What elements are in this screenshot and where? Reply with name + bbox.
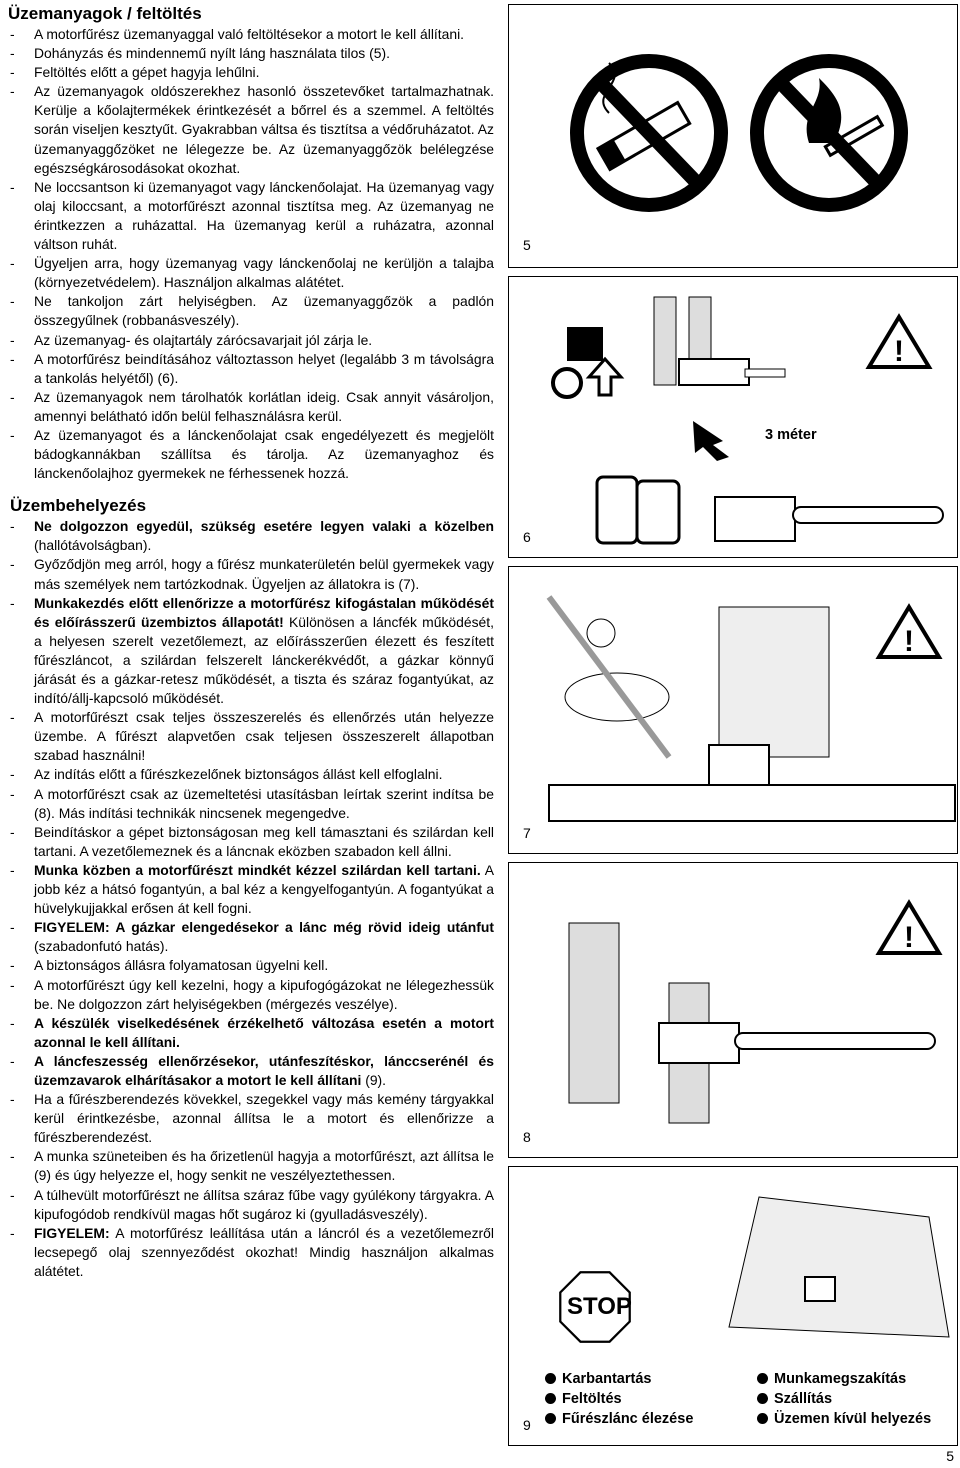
- list-item: - Ne loccsantson ki üzemanyagot vagy lánckenőolajat. Ha üzemanyag vagy olaj kiloccsant, a motorfűrészt azonnal tisztítsa meg. Az üzemanyag ne érintkezzen a ruházattal. Ha üzemanyag kerül a ruházatra, azonnal váltson ruhát.: [8, 178, 494, 254]
- list-item: [8, 976, 494, 1014]
- body-text: A motorfűrészt úgy kell kezelni, hogy a kipufogógázokat ne lélegezhessük be. Ne dolgozzon zárt helyiségekben (mérgezés veszélye).: [34, 976, 494, 1012]
- list-item: [8, 1186, 494, 1224]
- body-text: (hallótávolságban).: [34, 537, 152, 554]
- list-item: - Feltöltés előtt a gépet hagyja lehűlni.: [8, 63, 494, 82]
- bullet-icon: [757, 1413, 768, 1424]
- bold-text: Munkakezdés előtt ellenőrizze a motorfűrész kifogástalan működését és előírásszerű üzembiztos állapotát!: [34, 594, 494, 630]
- list-item: [8, 708, 494, 765]
- bullet-icon: [545, 1373, 556, 1384]
- bold-text: A láncfeszesség ellenőrzésekor, utánfeszítéskor, lánccserénél és üzemzavarok elhárításakor a motort le kell állítani: [34, 1052, 494, 1088]
- list-item: - Ügyeljen arra, hogy üzemanyag vagy lánckenőolaj ne kerüljön a talajba (környezetvédelem). Használjon alkalmas alátétet.: [8, 254, 494, 292]
- fuel-pump-hand-icon: [567, 327, 603, 361]
- body-text: Különösen a láncfék működését, a helyesen szerelt vezetőlemezt, az előírásszerűen élezett és feszített fűrészláncot, a szilárdan felszerelt lánckerékvédőt, a gázkar könnyű járását és a gázkar-retesz működését, a tiszta és száraz fogantyúkat, az indító/állj-kapcsoló működését.: [34, 613, 494, 707]
- list-item: [8, 785, 494, 823]
- figure-7-number: 7: [523, 825, 531, 841]
- no-smoking-icon: [577, 61, 721, 205]
- operator-with-saw: [709, 607, 829, 785]
- bold-text: Munka közben a motorfűrészt mindkét kézzel szilárdan kell tartani.: [34, 861, 481, 878]
- switch-icon: [805, 1277, 835, 1301]
- list-item: [8, 861, 494, 918]
- list-item: [8, 517, 494, 555]
- list-item: - Az üzemanyagot és a lánckenőolajat csak engedélyezett és megjelölt bádogkannákban szállítsa és tárolja. Az üzemanyaghoz és lánckenőolajhoz gyermekek ne férhessenek hozzá.: [8, 426, 494, 483]
- svg-text:!: !: [904, 921, 914, 954]
- bullet-icon: [757, 1373, 768, 1384]
- list-item: [8, 823, 494, 861]
- body-text: A jobb kéz a hátsó fogantyún, a bal kéz a kengyelfogantyún. A fogantyúkat a hüvelykujjakkal erősen át kell fogni.: [34, 861, 494, 917]
- list-item: [8, 1224, 494, 1281]
- body-text: Az indítás előtt a fűrészkezelőnek biztonságos állást kell elfoglalni.: [34, 766, 443, 783]
- section-title-startup: Üzembehelyezés: [10, 496, 147, 516]
- distance-label: 3 méter: [765, 427, 817, 443]
- list-item: [8, 555, 494, 593]
- body-text: A motorfűrész leállítása után a láncról és a vezetőlemezről lecsepegő olaj szennyeződést okozhat! Mindig használjon alkalmas alátétet.: [34, 1224, 494, 1279]
- bullet-icon: [545, 1393, 556, 1404]
- chainsaw-icon: [715, 497, 943, 541]
- body-text: A túlhevült motorfűrészt ne állítsa száraz fűbe vagy gyúlékony tárgyakra. A kipufogódob rendkívül magas hőt sugároz ki (gyulladásveszély).: [34, 1186, 494, 1222]
- legend-item: Üzemen kívül helyezés: [757, 1409, 931, 1429]
- fuel-canister-icon: [597, 477, 679, 543]
- list-item: - A motorfűrész beindításához változtasson helyet (legalább 3 m távolságra a tankolás helyétől) (6).: [8, 350, 494, 388]
- work-area-illustration: [509, 567, 957, 853]
- list-item: - Az üzemanyag- és olajtartály zárócsavarjait jól zárja le.: [8, 331, 494, 350]
- list-item: [8, 1014, 494, 1052]
- bullet-icon: [545, 1413, 556, 1424]
- legend-item: Szállítás: [757, 1389, 931, 1409]
- list-item: [8, 1147, 494, 1185]
- starting-position-illustration: [509, 863, 957, 1157]
- no-smoking-no-fire-icons: [509, 5, 957, 267]
- list-item: - Ne tankoljon zárt helyiségben. Az üzemanyaggőzök a padlón összegyűlnek (robbanásveszély).: [8, 292, 494, 330]
- child-and-dog-crossed: [549, 597, 669, 757]
- body-text: Ha a fűrészberendezés kövekkel, szegekkel vagy más kemény tárgyakkal kerül érintkezésbe, azonnal állítsa le a motort és ellenőrizze a fűrészberendezést.: [34, 1091, 494, 1146]
- body-text: (9).: [361, 1071, 387, 1088]
- legend-right: [757, 1369, 931, 1429]
- legend-item: Karbantartás: [545, 1369, 693, 1389]
- text-column: [8, 4, 494, 1281]
- startup-list: [8, 517, 494, 1281]
- list-item: [8, 765, 494, 784]
- svg-text:!: !: [904, 625, 914, 658]
- list-item: [8, 918, 494, 956]
- list-item: [8, 594, 494, 709]
- operator-legs-with-saw: [654, 297, 785, 385]
- list-item: [8, 1090, 494, 1147]
- body-text: A motorfűrészt csak az üzemeltetési utasításban leírtak szerint indítsa be (8). Más indítási technikák nincsenek megengedve.: [34, 785, 494, 821]
- figure-6-panel: [508, 276, 958, 558]
- bold-text: A készülék viselkedésének érzékelhető változása esetén a motort azonnal le kell állítani.: [34, 1014, 494, 1050]
- figure-8-number: 8: [523, 1129, 531, 1145]
- up-arrow-icon: [589, 359, 621, 395]
- list-item: - Az üzemanyagok oldószerekhez hasonló összetevőket tartalmazhatnak. Kerülje a kőolajtermékek érintkezését a bőrrel és a szemmel. A feltöltés során viseljen kesztyűt. Gyakrabban váltsa és tisztítsa a védőruházatot. Az üzemanyaggőzöket ne lélegezze be. Az üzemanyaggőzök belélegzése egészségkárosodásokat okozhat.: [8, 82, 494, 177]
- bold-text: Ne dolgozzon egyedül, szükség esetére legyen valaki a közelben: [34, 518, 494, 535]
- no-open-flame-icon: [757, 61, 901, 205]
- section-title-fueling: Üzemanyagok / feltöltés: [8, 4, 202, 23]
- list-item: - Dohányzás és mindennemű nyílt láng használata tilos (5).: [8, 44, 494, 63]
- body-text: A motorfűrészt csak teljes összeszerelés és ellenőrzés után helyezze üzembe. A fűrészt alapvetően csak teljesen összeszerelt állapotban szabad használni!: [34, 709, 494, 764]
- figure-5-panel: [508, 4, 958, 268]
- body-text: (szabadonfutó hatás).: [34, 938, 169, 955]
- page-number: 5: [946, 1448, 954, 1464]
- figure-6-number: 6: [523, 529, 531, 545]
- figure-7-panel: [508, 566, 958, 854]
- refuel-distance-illustration: [509, 277, 957, 557]
- list-item: - Az üzemanyagok nem tárolhatók korlátlan ideig. Csak annyit vásároljon, amennyi belátható időn belül felhasználásra kerül.: [8, 388, 494, 426]
- bold-text: FIGYELEM:: [34, 1224, 110, 1241]
- legend-item: Fűrészlánc élezése: [545, 1409, 693, 1429]
- distance-arrow-icon: [693, 421, 729, 461]
- fueling-list: [8, 25, 494, 483]
- figure-8-panel: [508, 862, 958, 1158]
- legend-item: Munkamegszakítás: [757, 1369, 931, 1389]
- list-item: - A motorfűrész üzemanyaggal való feltöltésekor a motort le kell állítani.: [8, 25, 494, 44]
- legend-item: Feltöltés: [545, 1389, 693, 1409]
- figure-9-number: 9: [523, 1417, 531, 1433]
- figure-9-panel: [508, 1166, 958, 1446]
- body-text: A munka szüneteiben és ha őrizetlenül hagyja a motorfűrészt, azt állítsa le (9) és úgy helyezze el, hogy senkit ne veszélyeztethessen.: [34, 1148, 494, 1184]
- body-text: A biztonságos állásra folyamatosan ügyelni kell.: [34, 957, 329, 974]
- stop-label: STOP: [567, 1293, 632, 1320]
- bold-text: FIGYELEM: A gázkar elengedésekor a lánc még rövid ideig utánfut: [34, 919, 494, 936]
- body-text: Győződjön meg arról, hogy a fűrész munkaterületén belül gyermekek vagy más személyek nem tartózkodnak. Ügyeljen az állatokra is (7).: [34, 556, 494, 592]
- log-icon: [549, 785, 955, 821]
- bullet-icon: [757, 1393, 768, 1404]
- cap-icon: [553, 369, 581, 397]
- list-item: [8, 956, 494, 975]
- body-text: Beindításkor a gépet biztonságosan meg kell támasztani és szilárdan kell tartani. A vezetőlemeznek és a láncnak eközben szabadon kell állni.: [34, 823, 494, 859]
- list-item: [8, 1052, 494, 1090]
- svg-text:!: !: [894, 335, 904, 368]
- legend-left: [545, 1369, 693, 1429]
- figure-5-number: 5: [523, 237, 531, 253]
